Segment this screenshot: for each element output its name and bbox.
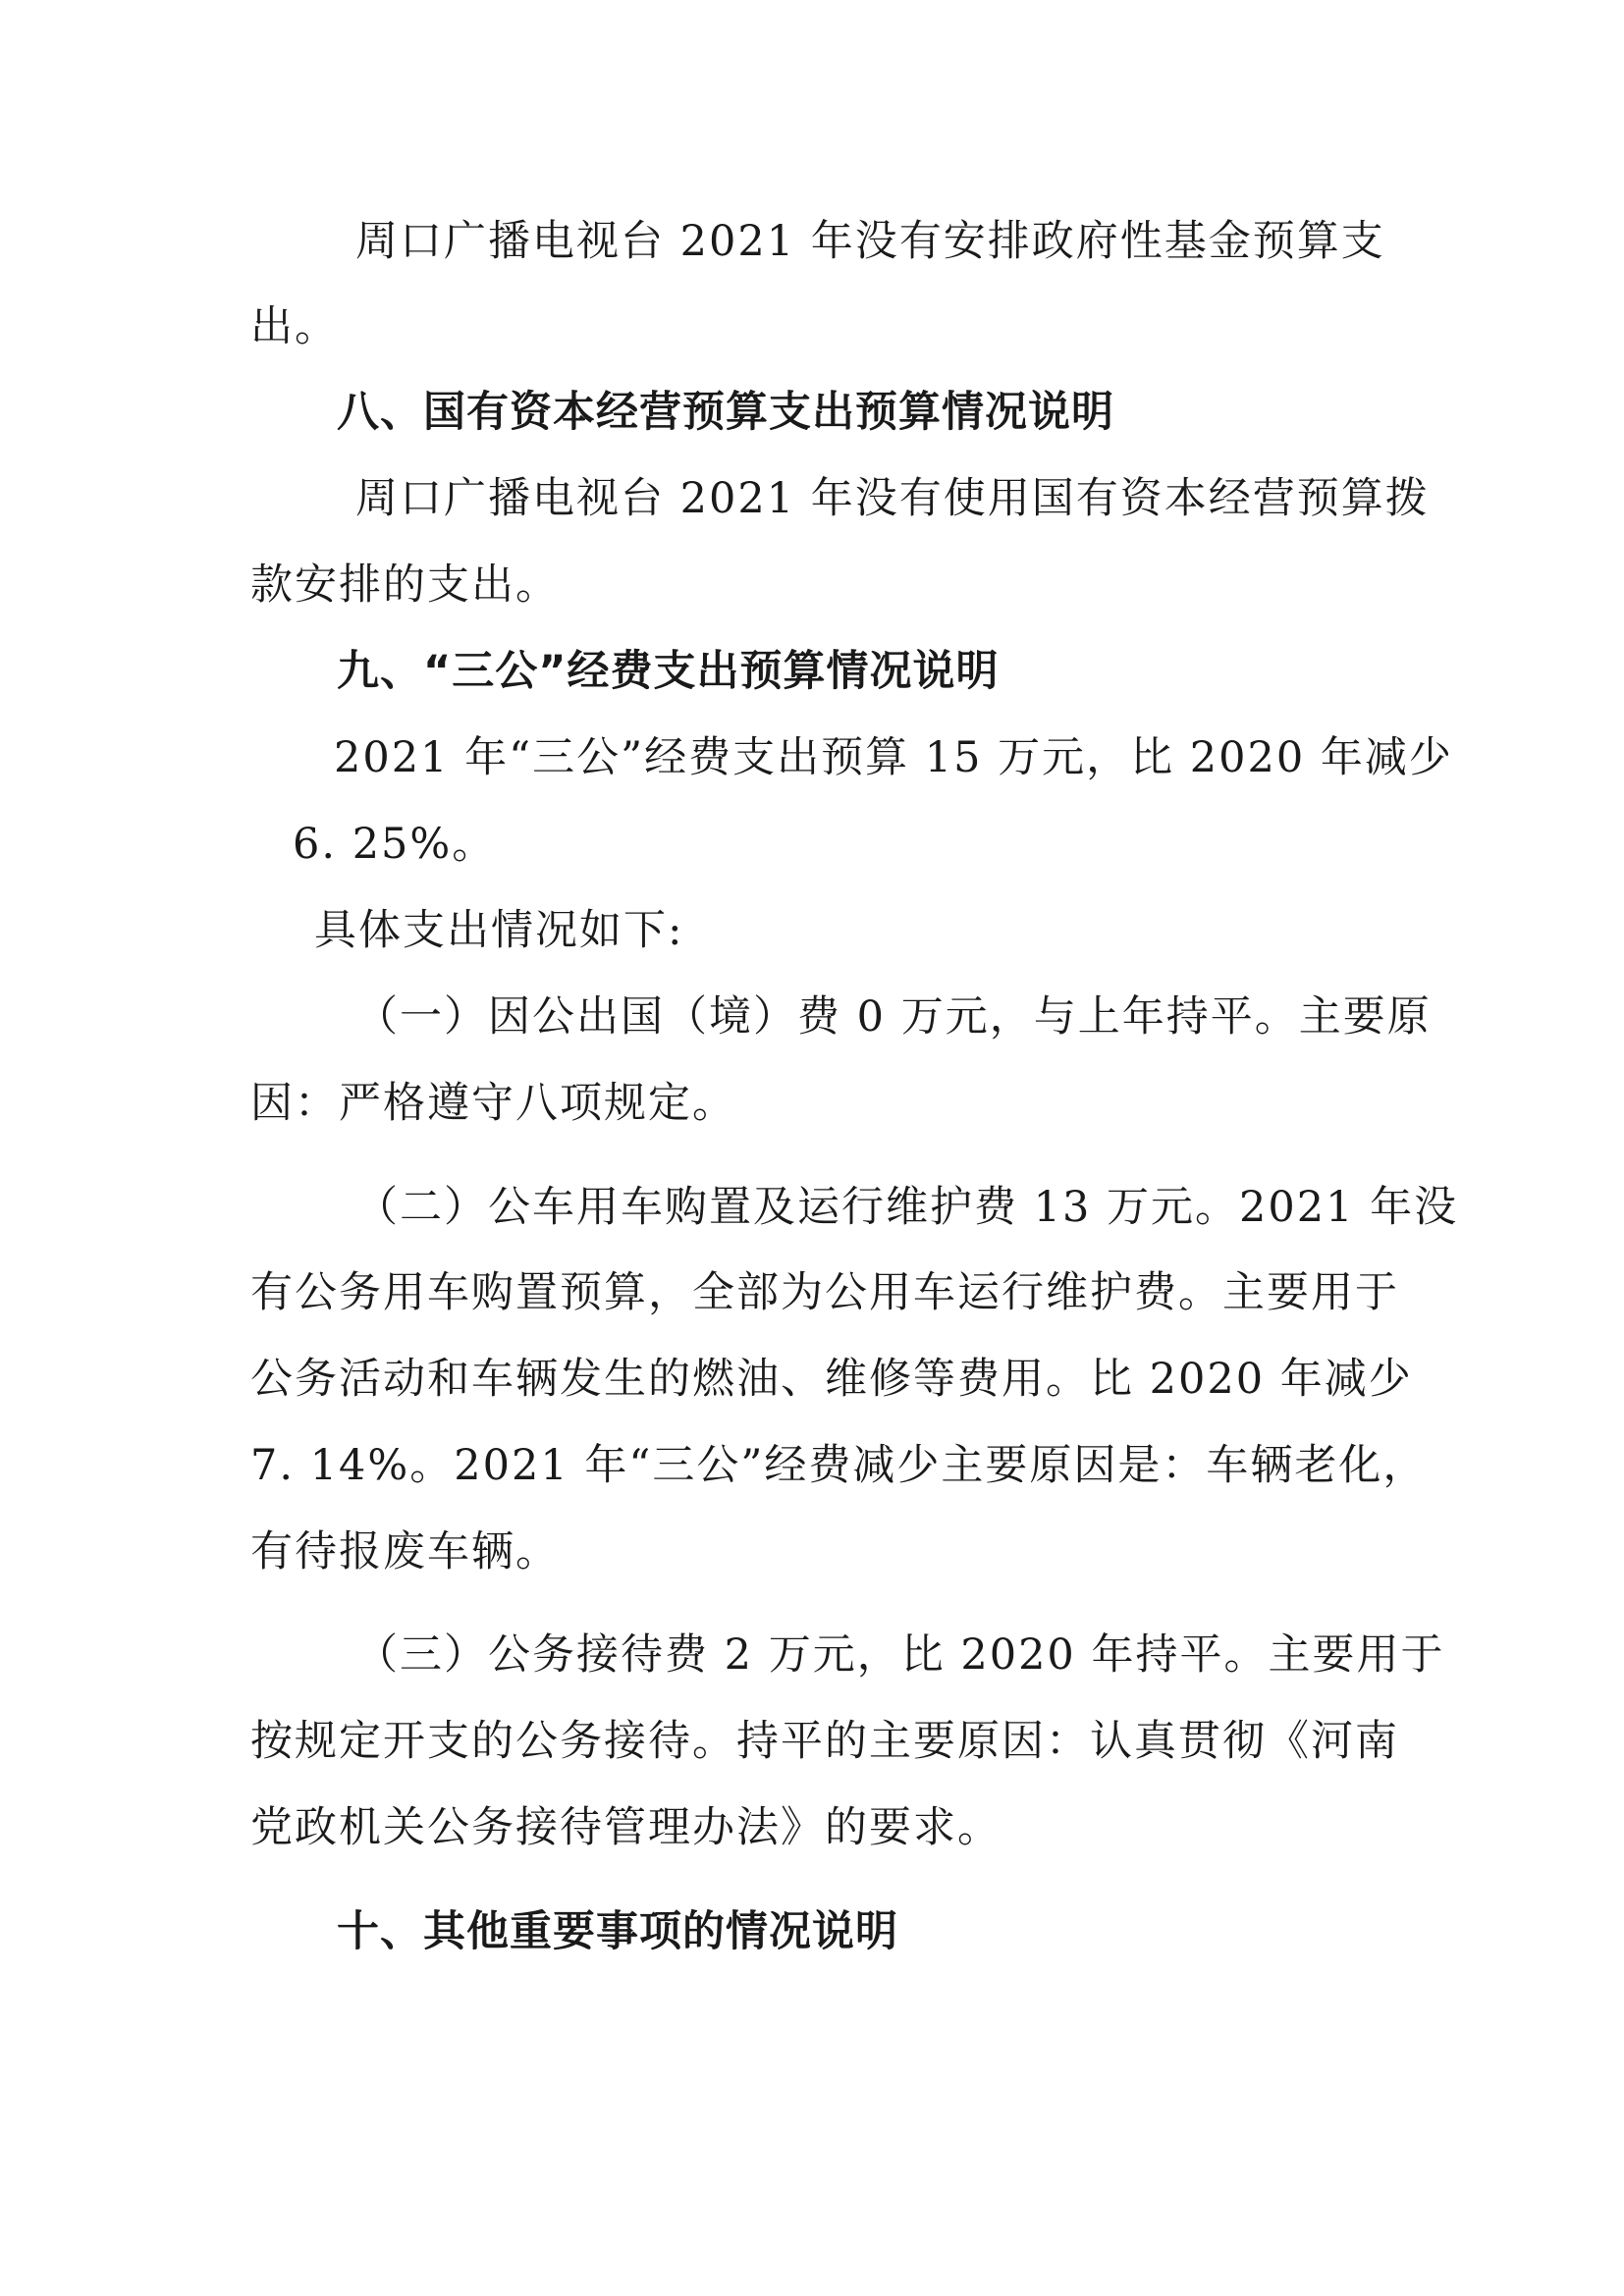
heading-section-9: 九、“三公”经费支出预算情况说明 [337,647,1000,696]
paragraph-item-2-line-1: （二）公车用车购置及运行维护费 13 万元。2021 年没 [355,1183,1459,1232]
paragraph-item-2-line-4: 7. 14%。2021 年“三公”经费减少主要原因是：车辆老化， [250,1441,1428,1490]
paragraph-item-3-line-2: 按规定开支的公务接待。持平的主要原因：认真贯彻《河南 [250,1717,1399,1766]
paragraph-state-capital-line-1: 周口广播电视台 2021 年没有使用国有资本经营预算拨 [355,474,1430,523]
paragraph-item-3-line-3: 党政机关公务接待管理办法》的要求。 [250,1803,1001,1852]
paragraph-item-1-line-2: 因：严格遵守八项规定。 [250,1079,736,1128]
paragraph-item-1-line-1: （一）因公出国（境）费 0 万元，与上年持平。主要原 [355,992,1432,1041]
paragraph-gov-fund-line-1: 周口广播电视台 2021 年没有安排政府性基金预算支 [355,217,1385,266]
paragraph-item-2-line-3: 公务活动和车辆发生的燃油、维修等费用。比 2020 年减少 [250,1355,1413,1404]
heading-section-10: 十、其他重要事项的情况说明 [337,1907,898,1956]
paragraph-item-2-line-5: 有待报废车辆。 [250,1527,560,1576]
heading-section-8: 八、国有资本经营预算支出预算情况说明 [337,388,1114,437]
paragraph-gov-fund-line-2: 出。 [250,302,339,351]
paragraph-state-capital-line-2: 款安排的支出。 [250,561,560,610]
paragraph-item-2-line-2: 有公务用车购置预算，全部为公用车运行维护费。主要用于 [250,1268,1399,1317]
paragraph-details-intro: 具体支出情况如下: [314,906,684,955]
paragraph-three-public-line-2: 6. 25%。 [293,820,497,869]
paragraph-three-public-line-1: 2021 年“三公”经费支出预算 15 万元，比 2020 年减少 [334,733,1453,782]
paragraph-item-3-line-1: （三）公务接待费 2 万元，比 2020 年持平。主要用于 [355,1630,1445,1680]
